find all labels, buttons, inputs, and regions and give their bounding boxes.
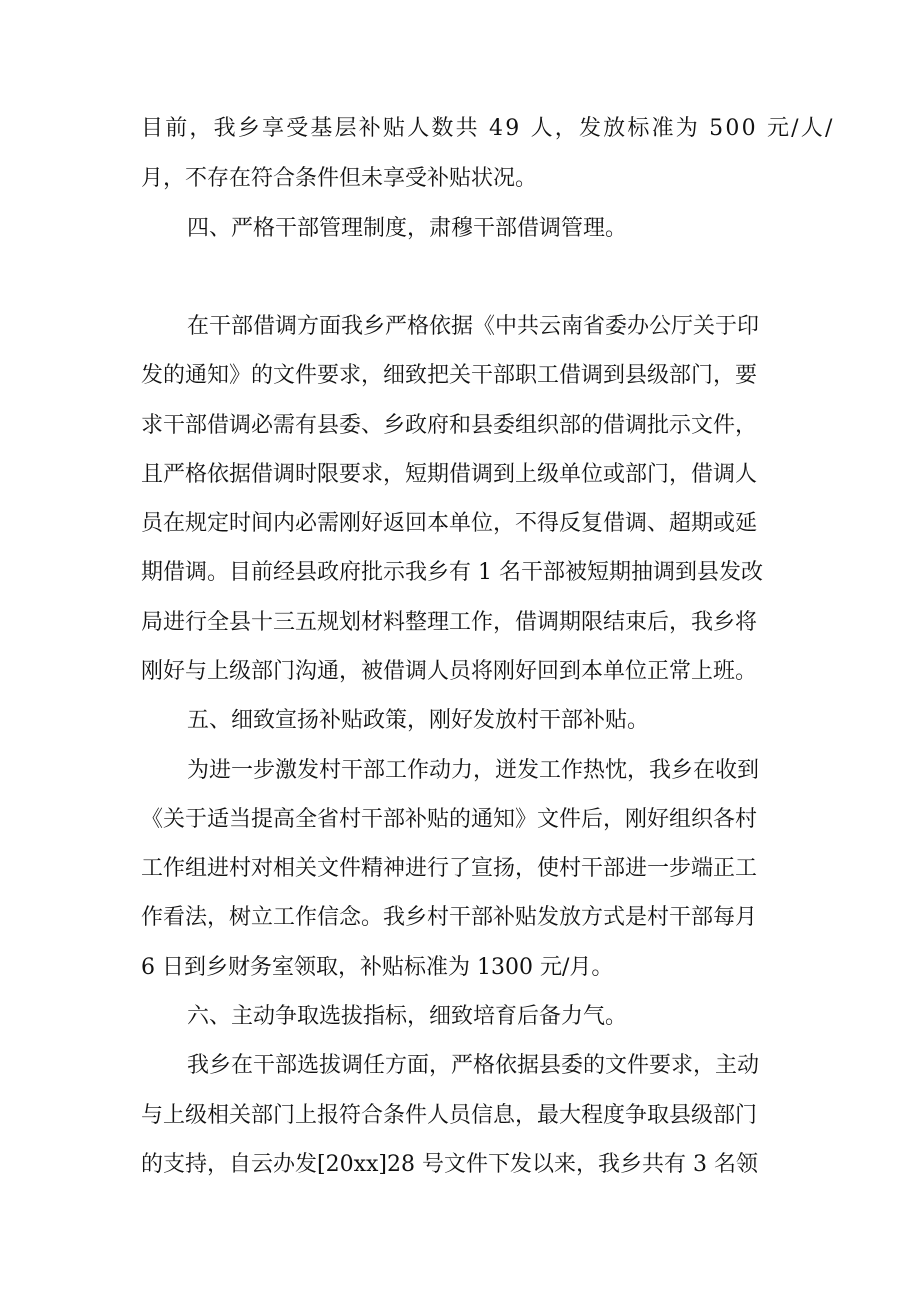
line-text: 求干部借调必需有县委、乡政府和县委组织部的借调批示文件， [141, 413, 758, 438]
line-text: 月，不存在符合条件但未享受补贴状况。 [141, 166, 538, 191]
line-text: 我乡在干部选拔调任方面，严格依据县委的文件要求，主动 [187, 1053, 760, 1078]
line-text: 的支持，自云办发[20xx]28 号文件下发以来，我乡共有 3 名领 [141, 1152, 758, 1177]
line-text: 发的通知》的文件要求，细致把关干部职工借调到县级部门，要 [141, 363, 758, 388]
line-text: 工作组进村对相关文件精神进行了宣扬，使村干部进一步端正工 [141, 856, 758, 881]
line-text: 期借调。目前经县政府批示我乡有 1 名干部被短期抽调到县发改 [141, 560, 763, 585]
text-line [0, 156, 920, 202]
line-text: 刚好与上级部门沟通，被借调人员将刚好回到本单位正常上班。 [141, 659, 758, 684]
text-line [0, 797, 920, 843]
line-text: 且严格依据借调时限要求，短期借调到上级单位或部门，借调人 [141, 462, 758, 487]
section-heading [0, 994, 920, 1040]
line-text: 作看法，树立工作信念。我乡村干部补贴发放方式是村干部每月 [141, 905, 758, 930]
heading-text: 六、主动争取选拔指标，细致培育后备力气。 [187, 1004, 628, 1029]
text-line [0, 353, 920, 399]
text-line [0, 846, 920, 892]
text-line [0, 895, 920, 941]
text-line [0, 1093, 920, 1139]
line-text: 员在规定时间内必需刚好返回本单位，不得反复借调、超期或延 [141, 511, 758, 536]
text-line [0, 1043, 920, 1089]
text-line [0, 550, 920, 596]
line-text: 目前，我乡享受基层补贴人数共 49 人，发放标准为 500 元/人/ [141, 116, 835, 141]
text-line [0, 1142, 920, 1188]
text-line [0, 748, 920, 794]
heading-text: 四、严格干部管理制度，肃穆干部借调管理。 [187, 216, 628, 241]
text-line [0, 600, 920, 646]
section-heading [0, 206, 920, 252]
line-text: 在干部借调方面我乡严格依据《中共云南省委办公厅关于印 [187, 314, 760, 339]
section-heading [0, 698, 920, 744]
line-text: 局进行全县十三五规划材料整理工作，借调期限结束后，我乡将 [141, 610, 758, 635]
text-line [0, 452, 920, 498]
text-line [0, 501, 920, 547]
text-line [0, 945, 920, 991]
text-line [0, 304, 920, 350]
line-text: 与上级相关部门上报符合条件人员信息，最大程度争取县级部门 [141, 1103, 758, 1128]
text-line [0, 106, 920, 152]
heading-text: 五、细致宣扬补贴政策，刚好发放村干部补贴。 [187, 708, 650, 733]
line-text: 《关于适当提高全省村干部补贴的通知》文件后，刚好组织各村 [141, 807, 758, 832]
text-line [0, 649, 920, 695]
line-text: 为进一步激发村干部工作动力，迸发工作热忱，我乡在收到 [187, 758, 760, 783]
line-text: 6 日到乡财务室领取，补贴标准为 1300 元/月。 [141, 955, 614, 980]
text-line [0, 403, 920, 449]
